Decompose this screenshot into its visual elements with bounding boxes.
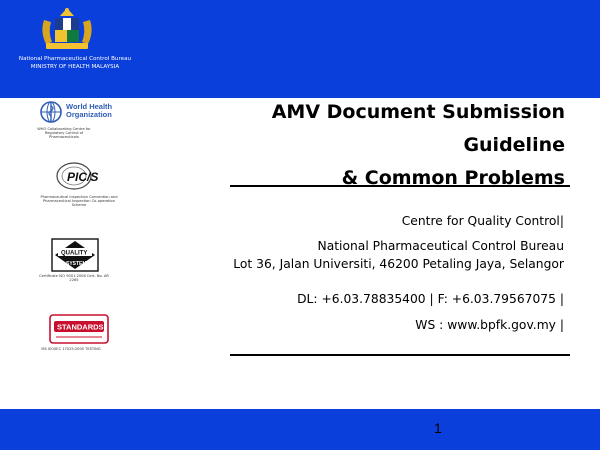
contact-numbers: DL: +6.03.78835400 | F: +6.03.79567075 |: [297, 292, 564, 306]
address: Lot 36, Jalan Universiti, 46200 Petaling Jaya, Selangor: [233, 257, 564, 271]
bureau-name: National Pharmaceutical Control Bureau: [317, 239, 564, 253]
slide-title: [170, 96, 565, 195]
quality-system-logo: [36, 236, 126, 286]
slide-title-line2: & Common Problems: [341, 167, 565, 189]
divider-top: [230, 185, 570, 187]
standards-malaysia-logo-icon: [48, 313, 110, 345]
divider-bottom: [230, 354, 570, 356]
footer-band: [0, 409, 600, 450]
malaysia-coat-of-arms-icon: [38, 6, 96, 52]
who-title-line1: World Health: [66, 102, 113, 111]
standards-caption: MS ISO/IEC 17025:2005 TESTING: [41, 347, 101, 351]
who-title: [66, 103, 112, 118]
svg-text:STANDARDS: STANDARDS: [57, 322, 104, 332]
page-number: 1: [434, 420, 442, 436]
quality-caption: Certificate ISO 9001:2008 Cert. No. AR 2265: [39, 274, 109, 282]
svg-text:QUALITY: QUALITY: [61, 250, 88, 257]
standards-malaysia-logo: [36, 313, 126, 365]
pics-logo-icon: [50, 160, 110, 192]
website: WS : www.bpfk.gov.my |: [415, 318, 564, 332]
svg-text:SYSTEM: SYSTEM: [66, 261, 87, 267]
ministry-name: MINISTRY OF HEALTH MALAYSIA: [30, 64, 120, 70]
who-title-line2: Organization: [66, 109, 112, 119]
slide-title-line1: AMV Document Submission Guideline: [271, 101, 565, 156]
who-logo: [36, 100, 126, 145]
centre-name: Centre for Quality Control|: [401, 214, 564, 228]
quality-system-logo-icon: [44, 236, 106, 274]
svg-text:PIC/S: PIC/S: [67, 170, 99, 184]
pics-logo: [36, 160, 126, 215]
pics-caption: Pharmaceutical Inspection Convention and Pharmaceutical Inspection Co-operation Scheme: [40, 195, 118, 207]
header-band: [0, 0, 600, 98]
org-name: National Pharmaceutical Control Bureau: [18, 56, 132, 62]
who-caption: WHO Collaborating Centre for Regulatory Control of Pharmaceuticals: [37, 127, 91, 139]
who-emblem-icon: [38, 100, 64, 124]
